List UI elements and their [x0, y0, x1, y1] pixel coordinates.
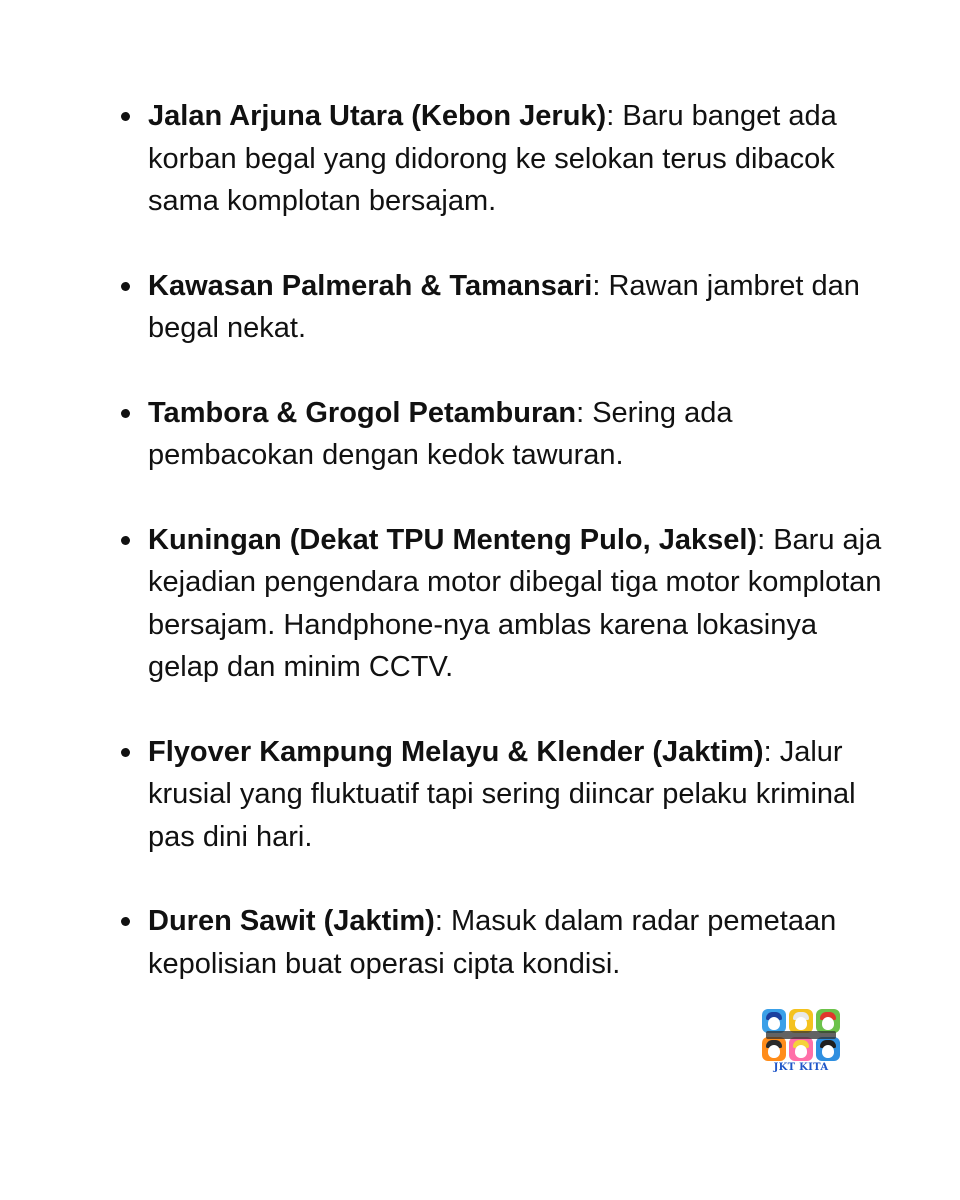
item-separator: : — [576, 396, 585, 429]
item-description: Sering ada pembacokan dengan kedok tawuran. — [148, 396, 733, 471]
item-title: Tambora & Grogol Petamburan — [148, 396, 577, 429]
logo-tile-face — [768, 1045, 780, 1058]
list-item — [148, 519, 888, 689]
bullet-icon — [121, 917, 130, 926]
list-item — [148, 731, 888, 859]
item-title: Kuningan (Dekat TPU Menteng Pulo, Jaksel) — [148, 523, 758, 556]
logo-tile — [789, 1009, 813, 1033]
list-item — [148, 265, 888, 350]
logo-banner — [766, 1031, 836, 1039]
jkt-kita-logo-icon — [760, 1009, 842, 1063]
item-title: Duren Sawit (Jaktim) — [148, 905, 435, 937]
logo-tile-face — [795, 1017, 807, 1030]
item-separator: : — [763, 735, 772, 768]
logo-text: JKT KITA — [773, 1062, 829, 1073]
bullet-icon — [121, 409, 130, 418]
item-separator: : — [606, 100, 615, 132]
list-item — [148, 95, 888, 223]
logo-tile — [762, 1009, 786, 1033]
item-separator: : — [592, 269, 601, 302]
logo-tile — [789, 1037, 813, 1061]
bullet-icon — [121, 536, 130, 545]
list-item — [148, 392, 888, 477]
logo-tile-face — [822, 1045, 834, 1058]
bullet-icon — [121, 112, 130, 121]
item-title: Jalan Arjuna Utara (Kebon Jeruk) — [148, 100, 607, 132]
logo-tile-face — [768, 1017, 780, 1030]
item-description: Baru aja kejadian pengendara motor dibegal tiga motor komplotan bersajam. Handphone-nya amblas karena lokasinya gelap dan minim CCTV. — [148, 523, 882, 683]
item-description: Jalur krusial yang fluktuatif tapi sering diincar pelaku kriminal pas dini hari. — [148, 735, 856, 853]
logo-tile — [762, 1037, 786, 1061]
location-bullet-list — [148, 95, 888, 1027]
jkt-kita-logo — [760, 1009, 842, 1075]
item-separator: : — [757, 523, 766, 556]
item-title: Kawasan Palmerah & Tamansari — [148, 269, 593, 302]
logo-tile-face — [795, 1045, 807, 1058]
item-description: Masuk dalam radar pemetaan kepolisian buat operasi cipta kondisi. — [148, 905, 837, 980]
bullet-icon — [121, 748, 130, 757]
item-separator: : — [434, 905, 443, 937]
item-description: Baru banget ada korban begal yang didorong ke selokan terus dibacok sama komplotan bersajam. — [148, 100, 837, 217]
bullet-icon — [121, 282, 130, 291]
item-title: Flyover Kampung Melayu & Klender (Jaktim) — [148, 735, 764, 768]
logo-tile — [816, 1037, 840, 1061]
logo-tile — [816, 1009, 840, 1033]
item-description: Rawan jambret dan begal nekat. — [148, 269, 860, 344]
logo-tile-face — [822, 1017, 834, 1030]
list-item — [148, 900, 888, 985]
